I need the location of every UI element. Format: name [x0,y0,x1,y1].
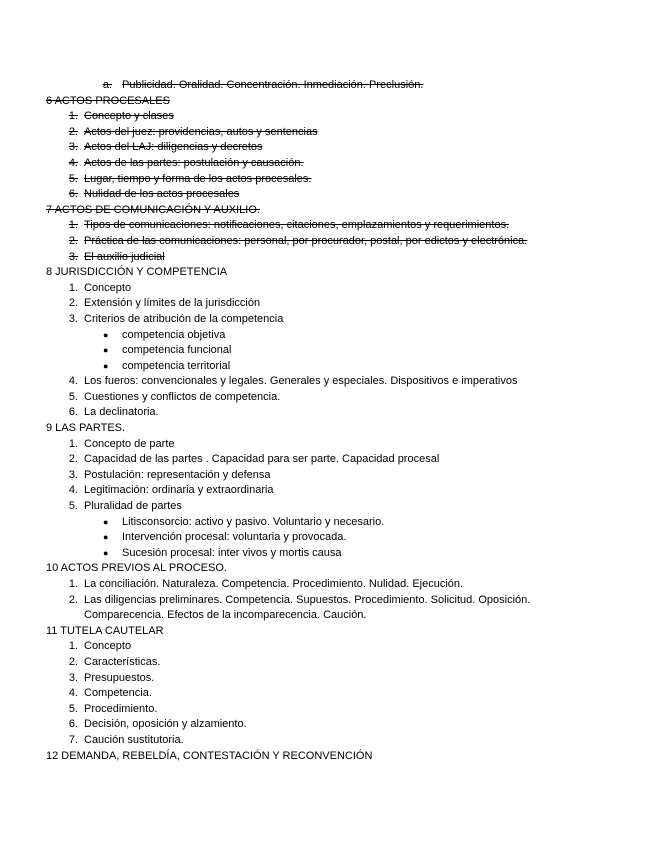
section-heading-text: 12 DEMANDA, REBELDÍA, CONTESTACIÓN Y RECONVENCIÓN [46,749,373,762]
bullet-text: Sucesión procesal: inter vivos y mortis causa [122,546,342,559]
bullet-text: Litisconsorcio: activo y pasivo. Voluntario y necesario. [122,515,385,528]
item-text: Cuestiones y conflictos de competencia. [84,390,281,403]
item-text: Nulidad de los actos procesales [84,188,240,201]
item-text: Comparecencia. Efectos de la incomparecencia. Caución. [84,609,367,622]
numbered-item [0,686,655,702]
item-number: 4. [68,375,78,388]
item-letter: a. [102,79,112,91]
item-text: Legitimación: ordinaria y extraordinaria [84,484,274,497]
section-heading [0,94,655,110]
item-text: Concepto [84,640,132,653]
item-number: 3. [68,671,78,684]
item-number: 4. [68,484,78,497]
bullet-item [0,530,655,546]
bullet-icon: ● [103,360,109,371]
section-heading [0,749,655,765]
item-number: 1. [68,437,78,450]
item-text: Actos del LAJ: diligencias y decretos [84,141,263,154]
numbered-item [0,109,655,125]
item-text: Lugar, tiempo y forma de los actos procesales. [84,172,312,185]
numbered-item [0,250,655,266]
item-text: Procedimiento. [84,702,158,715]
item-text: Características. [84,655,161,668]
numbered-item [0,125,655,141]
section-heading-text: 6 ACTOS PROCESALES [46,94,170,107]
item-number: 5. [68,500,78,513]
bullet-icon: ● [103,547,109,558]
item-text: Concepto y clases [84,110,174,123]
numbered-item [0,405,655,421]
numbered-item [0,312,655,328]
item-number: 4. [68,687,78,700]
item-text: Práctica de las comunicaciones: personal, por procurador, postal, por edictos y electrónica. [84,234,528,247]
bullet-text: Intervención procesal: voluntaria y provocada. [122,531,347,544]
item-number: 3. [68,312,78,325]
bullet-item [0,328,655,344]
item-number: 6. [68,406,78,419]
item-number: 1. [68,281,78,294]
item-text: Las diligencias preliminares. Competencia. Supuestos. Procedimiento. Solicitud. Oposición. [84,593,531,606]
bullet-item [0,359,655,375]
numbered-item [0,187,655,203]
item-text: El auxilio judicial [84,250,165,263]
item-number: 6. [68,718,78,731]
bullet-icon: ● [103,532,109,543]
item-text: Presupuestos. [84,671,155,684]
section-heading-text: 9 LAS PARTES. [46,422,126,435]
section-heading-text: 11 TUTELA CAUTELAR [46,624,164,637]
bullet-icon: ● [103,516,109,527]
section-heading [0,624,655,640]
section-heading [0,561,655,577]
bullet-item [0,515,655,531]
numbered-item [0,702,655,718]
item-number: 2. [68,234,78,247]
item-number: 2. [68,297,78,310]
item-text: Concepto [84,281,132,294]
bullet-icon: ● [103,345,109,356]
numbered-item [0,281,655,297]
bullet-item [0,343,655,359]
item-number: 2. [68,453,78,466]
item-text: Tipos de comunicaciones: notificaciones, citaciones, emplazamientos y requerimientos. [84,219,510,232]
item-text: Actos del juez: providencias, autos y sentencias [84,125,318,138]
item-text: Capacidad de las partes . Capacidad para ser parte. Capacidad procesal [84,453,440,466]
item-number: 3. [68,250,78,263]
document-page [0,78,655,764]
numbered-item [0,452,655,468]
item-text: Concepto de parte [84,437,175,450]
item-text: La conciliación. Naturaleza. Competencia. Procedimiento. Nulidad. Ejecución. [84,578,464,590]
item-text: Criterios de atribución de la competencia [84,312,284,325]
item-text: Extensión y límites de la jurisdicción [84,297,261,310]
numbered-item [0,577,655,593]
numbered-item [0,733,655,749]
item-number: 1. [68,219,78,232]
bullet-text: competencia objetiva [122,328,226,341]
numbered-item [0,499,655,515]
item-number: 2. [68,125,78,138]
numbered-item [0,639,655,655]
item-number: 1. [68,578,78,590]
numbered-item [0,593,655,609]
numbered-item [0,483,655,499]
numbered-item [0,234,655,250]
bullet-text: competencia funcional [122,344,232,357]
item-number: 3. [68,141,78,154]
item-number: 6. [68,188,78,201]
numbered-item [0,655,655,671]
item-number: 4. [68,156,78,169]
section-heading [0,203,655,219]
item-text: Pluralidad de partes [84,500,182,513]
item-text: La declinatoria. [84,406,159,419]
numbered-item [0,374,655,390]
numbered-item [0,172,655,188]
item-text: Postulación: representación y defensa [84,468,271,481]
numbered-item [0,296,655,312]
section-heading-text: 10 ACTOS PREVIOS AL PROCESO. [46,562,227,575]
numbered-item [0,390,655,406]
section-heading [0,265,655,281]
item-text: Publicidad. Oralidad. Concentración. Inmediación. Preclusión. [122,79,424,91]
item-number: 5. [68,172,78,185]
item-number: 2. [68,593,78,606]
numbered-item [0,140,655,156]
item-text: Decisión, oposición y alzamiento. [84,718,247,731]
numbered-item [0,717,655,733]
lettered-item [0,78,655,94]
item-text: Caución sustitutoria. [84,733,184,746]
section-heading-text: 7 ACTOS DE COMUNICACIÓN Y AUXILIO. [46,203,260,216]
numbered-item [0,608,655,624]
item-number: 1. [68,640,78,653]
item-number: 1. [68,110,78,123]
bullet-item [0,546,655,562]
section-heading-text: 8 JURISDICCIÓN Y COMPETENCIA [46,266,228,279]
item-number: 5. [68,702,78,715]
item-number: 7. [68,733,78,746]
item-number: 2. [68,655,78,668]
numbered-item [0,156,655,172]
bullet-icon: ● [103,329,109,340]
bullet-text: competencia territorial [122,359,231,372]
item-text: Los fueros: convencionales y legales. Generales y especiales. Dispositivos e imperativos [84,375,518,388]
numbered-item [0,671,655,687]
item-number: 5. [68,390,78,403]
item-number: 3. [68,468,78,481]
numbered-item [0,218,655,234]
item-text: Actos de las partes: postulación y causación. [84,156,304,169]
numbered-item [0,437,655,453]
item-text: Competencia. [84,687,152,700]
section-heading [0,421,655,437]
numbered-item [0,468,655,484]
